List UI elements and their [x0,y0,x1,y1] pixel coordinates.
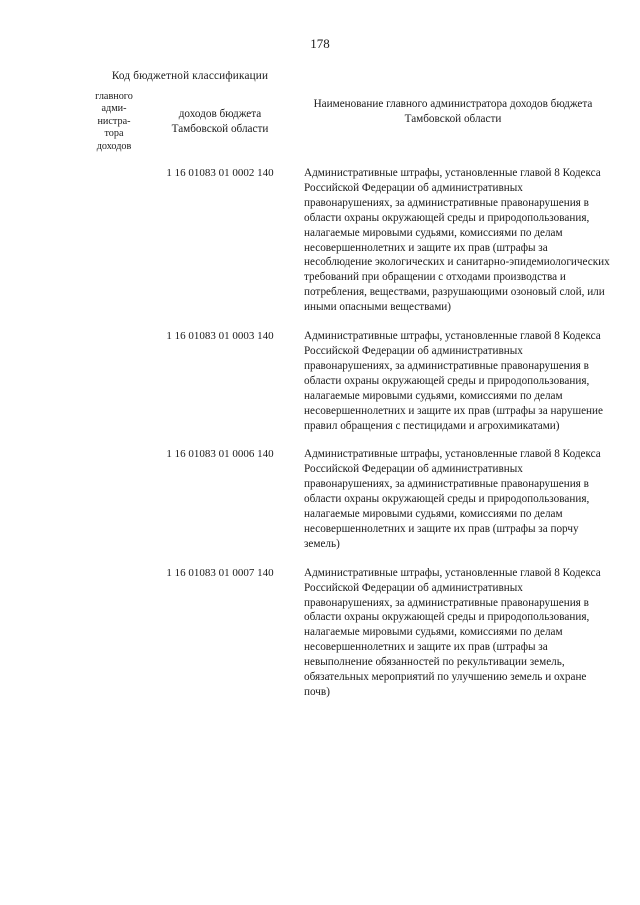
admin-code-cell [84,321,144,439]
table-row [84,558,610,706]
income-code-cell: 1 16 01083 01 0002 140 [166,167,274,179]
header-administrator-name: Наименование главного администратора доходов бюджета Тамбовской области [313,98,593,125]
income-code-cell: 1 16 01083 01 0006 140 [166,448,274,461]
income-code-cell: 1 16 01083 01 0007 140 [166,566,274,579]
description-cell: Административные штрафы, установленные главой 8 Кодекса Российской Федерации об административных правонарушениях, за административные правонарушения в области охраны окружающей среды и природопользования, налагаемые мировыми судьями, комиссиями по делам несовершеннолетних и защите их прав (штрафы за порчу земель) [304,448,601,550]
admin-code-cell [84,558,144,706]
admin-code-cell [84,439,144,557]
budget-classification-table [84,66,610,706]
description-cell: Административные штрафы, установленные главой 8 Кодекса Российской Федерации об административных правонарушениях, за административные правонарушения в области охраны окружающей среды и природопользования, налагаемые мировыми судьями, комиссиями по делам несовершеннолетних и защите их прав (штрафы за нарушение правил обращения с пестицидами и агрохимикатами) [304,330,603,432]
table-row [84,321,610,439]
header-region-income: доходов бюджета Тамбовской области [171,108,269,135]
admin-code-cell [84,158,144,321]
table-row [84,439,610,557]
income-code-cell: 1 16 01083 01 0003 140 [166,330,274,343]
header-budget-classification-code: Код бюджетной классификации [111,69,269,82]
table-row [84,158,610,321]
description-cell: Административные штрафы, установленные главой 8 Кодекса Российской Федерации об административных правонарушениях, за административные правонарушения в области охраны окружающей среды и природопользования, налагаемые мировыми судьями, комиссиями по делам несовершеннолетних и защите их прав (штрафы за несоблюдение экологических и санитарно-эпидемиологических требований при обращении с отходами производства и потребления, веществами, разрушающими озоновый слой, или иными опасными веществами) [304,167,610,314]
page-number: 178 [310,36,330,51]
header-main-administrator: главного адми- нистра- тора доходов [95,90,133,152]
header-row-group [84,66,610,86]
description-cell: Административные штрафы, установленные главой 8 Кодекса Российской Федерации об административных правонарушениях, за административные правонарушения в области охраны окружающей среды и природопользования, налагаемые мировыми судьями, комиссиями по делам несовершеннолетних и защите их прав (штрафы за невыполнение обязанностей по рекультивации земель, обязательных мероприятий по улучшению земель и охране почв) [304,566,601,698]
